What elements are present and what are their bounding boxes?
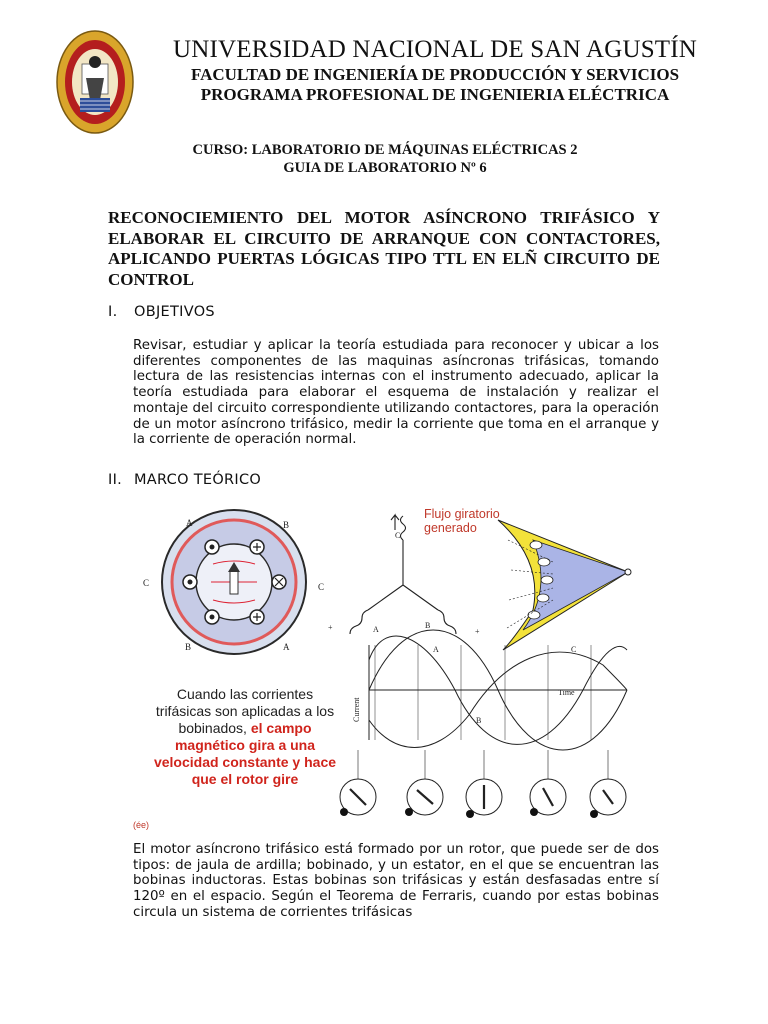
phase-label: C [318, 582, 325, 592]
time-axis-label: Time [558, 688, 575, 697]
university-seal-logo [56, 30, 134, 134]
rotor-sequence-diagram [340, 750, 626, 818]
course-name: CURSO: LABORATORIO DE MÁQUINAS ELÉCTRICAS 2 [192, 142, 578, 158]
section-title: OBJETIVOS [134, 304, 215, 320]
objetivos-paragraph: Revisar, estudiar y aplicar la teoría estudiada para reconocer y ubicar a los diferentes componentes de las maquinas asíncronas trifásicas, tomando lectura de las resistencias internas con el instrumento adecuado, aplicar la teoría estudiada para elaborar el esquema de instalación y realizar el montaje del circuito correspondiente utilizando contactores, para la operación de un motor asíncrono trifásico, medir la corriente que toma en el arranque y la corriente de operación normal. [133, 338, 659, 448]
stator-diagram [143, 510, 324, 654]
marco-teorico-paragraph: El motor asíncrono trifásico está formado por un rotor, que puede ser de dos tipos: de jaula de ardilla; bobinado, y un estator, en el que se encuentran las bobinas inductoras. Estas bobinas son trifásicas y están desfasadas entre sí 120º en el espacio. Según el Teorema de Ferraris, cuando por estas bobinas circula un sistema de corrientes trifásicas [133, 842, 659, 920]
phase-label: A [283, 642, 290, 652]
university-name: UNIVERSIDAD NACIONAL DE SAN AGUSTÍN [172, 36, 698, 63]
lab-guide-number: GUIA DE LABORATORIO Nº 6 [283, 160, 487, 176]
program-name: PROGRAMA PROFESIONAL DE INGENIERIA ELÉCTRICA [200, 85, 670, 104]
phase-label: C [395, 531, 401, 540]
section-number: I. [108, 304, 118, 320]
current-axis-label: Current [352, 697, 361, 722]
phase-label: B [283, 520, 290, 530]
phase-label: B [425, 621, 431, 630]
phase-label: B [185, 642, 192, 652]
svg-text:+: + [328, 623, 333, 632]
faculty-name: FACULTAD DE INGENIERÍA DE PRODUCCIÓN Y SERVICIOS [190, 65, 680, 84]
figure-caption [150, 686, 340, 788]
rotating-flux-diagram [498, 520, 631, 650]
three-phase-waveform-chart [352, 630, 627, 750]
phase-label: B [476, 716, 482, 725]
phase-label: A [186, 518, 193, 528]
phase-label: C [571, 645, 577, 654]
section-heading-marco-teorico [108, 472, 261, 488]
flux-annotation: Flujo giratorio generado [424, 507, 500, 535]
section-heading-objetivos [108, 304, 215, 320]
svg-text:(ée): (ée) [133, 820, 150, 830]
phase-label: A [373, 625, 379, 634]
section-title: MARCO TEÓRICO [134, 472, 262, 488]
caption-highlight: el campo magnético gira a una velocidad constante y hace que el rotor gire [153, 720, 337, 787]
document-title: RECONOCIEMIENTO DEL MOTOR ASÍNCRONO TRIFÁSICO Y ELABORAR EL CIRCUITO DE ARRANQUE CON CONTACTORES, APLICANDO PUERTAS LÓGICAS TIPO TTL EN ELÑ CIRCUITO DE CONTROL [108, 208, 660, 289]
phase-label: C [143, 578, 150, 588]
section-number: II. [108, 472, 123, 488]
caption-text: Cuando las corrientes trifásicas son aplicadas a los bobinados, [155, 686, 335, 736]
phase-label: A [433, 645, 439, 654]
svg-text:+: + [475, 627, 480, 636]
